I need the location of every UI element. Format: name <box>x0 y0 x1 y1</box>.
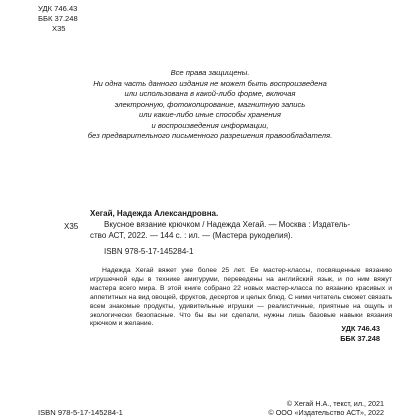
book-description-line1: Вкусное вязание крючком / Надежда Хегай. — Москва : Издатель- <box>104 220 351 229</box>
copyright-publisher: © ООО «Издательство АСТ», 2022 <box>268 408 384 418</box>
author-sign: Х35 <box>52 24 66 33</box>
copyright-author: © Хегай Н.А., текст, ил., 2021 <box>286 399 384 408</box>
udk-code: УДК 746.43 <box>38 4 78 13</box>
bibliographic-record <box>90 208 390 241</box>
isbn-footer: ISBN 978-5-17-145284-1 <box>38 408 123 417</box>
copyright-block <box>250 399 384 417</box>
udk-code-right: УДК 746.43 <box>341 324 380 333</box>
notice-line: Ни одна часть данного издания не может быть воспроизведена <box>93 78 327 88</box>
notice-line: или какие-либо иные способы хранения <box>139 110 281 119</box>
classification-codes-right <box>300 324 380 343</box>
bbk-code: ББК 37.248 <box>38 14 78 23</box>
book-description-line2: ство АСТ, 2022. — 144 с. : ил. — (Мастера рукоделия). <box>90 231 293 240</box>
annotation-paragraph: Надежда Хегай вяжет уже более 25 лет. Ее мастер-классы, посвященные вязанию игрушечной еды в технике амигуруми, переведены на английский язык, и по ним вяжут мастера всего мира. В этой книге собрано 22 новых мастер-класса по вязанию красивых и аппетитных на вид овощей, фруктов, десертов и целых блюд. С ними читатель сможет связать всем знакомые продукты, удивительные игрушки — реалистичные, приятные на ощупь и экологически безопасные. Что бы вы ни сделали, нужны лишь базовые навыки вязания крючком и желание. <box>90 267 392 328</box>
notice-line: или использована в какой-либо форме, включая <box>124 89 296 98</box>
rights-notice <box>60 68 360 142</box>
author-mark: Х35 <box>64 222 79 231</box>
classification-codes-top <box>38 4 78 34</box>
author-name: Хегай, Надежда Александровна. <box>90 209 219 218</box>
bbk-code-right: ББК 37.248 <box>340 333 380 343</box>
isbn-main: ISBN 978-5-17-145284-1 <box>104 247 194 256</box>
notice-line: Все права защищены. <box>170 68 250 77</box>
notice-line: и воспроизведения информации, <box>151 120 269 130</box>
notice-line: без предварительного письменного разрешения правообладателя. <box>87 131 333 140</box>
notice-line: электронную, фотокопирование, магнитную запись <box>114 99 306 109</box>
